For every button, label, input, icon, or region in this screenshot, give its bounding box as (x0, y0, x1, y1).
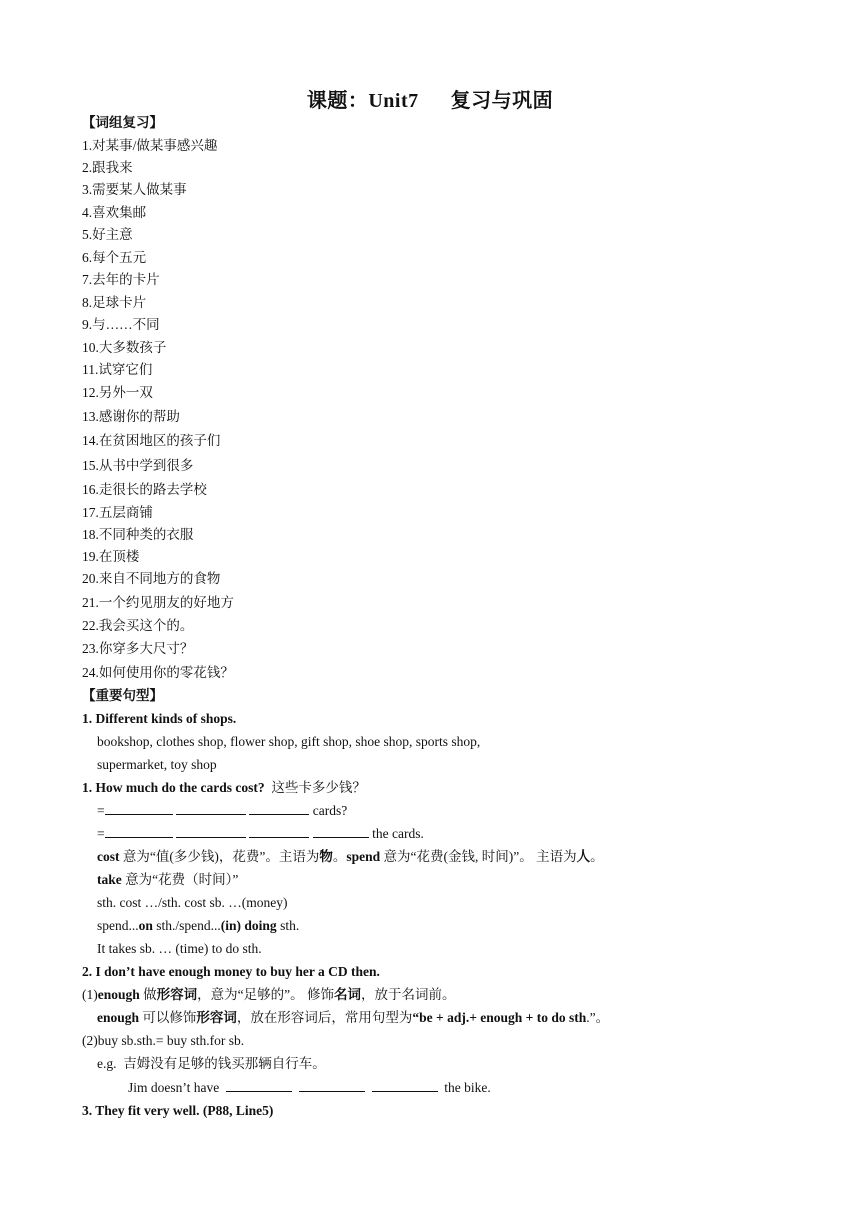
phrase-item: 5.好主意 (82, 227, 133, 242)
answer-blank[interactable] (249, 802, 309, 815)
answer-blank[interactable] (299, 1079, 365, 1092)
phrase-item: 9.与……不同 (82, 317, 160, 332)
answer-blank[interactable] (313, 825, 369, 838)
phrase-item: 16.走很长的路去学校 (82, 482, 207, 497)
keyword-enough: enough (97, 987, 140, 1002)
pattern-spend (97, 917, 299, 935)
rewrite-line-2: = the cards. (97, 826, 424, 841)
note-text: 。 (590, 849, 604, 864)
phrase-item: 4.喜欢集邮 (82, 205, 147, 220)
phrase-item: 15.从书中学到很多 (82, 458, 194, 473)
keyword-adjective: 形容词 (196, 1010, 237, 1025)
sentence-2-title: 1. How much do the cards cost? (82, 780, 265, 795)
answer-blank[interactable] (372, 1079, 438, 1092)
keyword-person: 人 (576, 849, 591, 864)
phrase-item: 19.在顶楼 (82, 549, 140, 564)
note-text: ，意为“足够的”。 修饰 (197, 987, 335, 1002)
phrase-item: 1.对某事/做某事感兴趣 (82, 138, 218, 153)
phrase-item: 17.五层商铺 (82, 505, 153, 520)
phrase-item: 3.需要某人做某事 (82, 182, 187, 197)
take-note (97, 871, 238, 889)
shop-list-line: bookshop, clothes shop, flower shop, gift shop, shoe shop, sports shop, (97, 734, 481, 749)
shop-list-line: supermarket, toy shop (97, 757, 217, 772)
answer-blank[interactable] (176, 802, 246, 815)
sentence-4-title: 3. They fit very well. (P88, Line5) (82, 1103, 274, 1118)
keyword-noun: 名词 (334, 987, 362, 1002)
note-text: (1) (82, 987, 98, 1002)
note-text: ，放于名词前。 (361, 987, 456, 1002)
keyword-thing: 物 (319, 849, 333, 864)
answer-blank[interactable] (105, 802, 173, 815)
answer-blank[interactable] (226, 1079, 292, 1092)
cost-spend-note (97, 848, 604, 866)
enough-note-1 (82, 986, 456, 1004)
example-label: e.g. (97, 1056, 117, 1071)
buy-pattern: (2)buy sb.sth.= buy sth.for sb. (82, 1033, 245, 1048)
phrase-item: 8.足球卡片 (82, 295, 147, 310)
phrase-item: 24.如何使用你的零花钱？ (82, 665, 234, 680)
note-text: 意为“花费(金钱, 时间)”。 主语为 (380, 849, 577, 864)
title-topic: 复习与巩固 (450, 90, 554, 112)
keyword-in-doing: (in) doing (220, 918, 277, 933)
note-text: 。 (332, 849, 347, 864)
note-text: .”。 (586, 1010, 610, 1025)
key-sentences-heading: 【重要句型】 (82, 688, 163, 703)
phrase-item: 2.跟我来 (82, 160, 133, 175)
sentence-1-title: 1. Different kinds of shops. (82, 711, 237, 726)
phrase-item: 10.大多数孩子 (82, 340, 167, 355)
phrase-item: 18.不同种类的衣服 (82, 527, 194, 542)
enough-pattern: “be + adj.+ enough + to do sth (412, 1010, 587, 1025)
keyword-enough: enough (97, 1010, 140, 1025)
phrase-item: 12.另外一双 (82, 385, 153, 400)
rewrite-1-suffix: cards? (312, 803, 348, 818)
enough-note-2 (97, 1009, 609, 1027)
phrase-item: 11.试穿它们 (82, 362, 153, 377)
keyword-take: take (97, 872, 122, 887)
keyword-cost: cost (97, 849, 120, 864)
note-text: sth. (276, 918, 300, 933)
answer-blank[interactable] (249, 825, 309, 838)
note-text: spend... (97, 918, 139, 933)
phrase-item: 14.在贫困地区的孩子们 (82, 433, 221, 448)
title-prefix: 课题： (306, 90, 369, 112)
page-title (0, 84, 860, 113)
phrase-item: 6.每个五元 (82, 250, 147, 265)
keyword-spend: spend (346, 849, 381, 864)
phrase-item: 7.去年的卡片 (82, 272, 160, 287)
phrase-item: 20.来自不同地方的食物 (82, 571, 221, 586)
note-text: 意为“花费（时间）” (121, 872, 239, 887)
answer-blank[interactable] (105, 825, 173, 838)
sentence-3-title: 2. I don’t have enough money to buy her a CD then. (82, 964, 380, 979)
example-suffix: the bike. (444, 1080, 491, 1095)
rewrite-2-suffix: the cards. (372, 826, 424, 841)
answer-blank[interactable] (176, 825, 246, 838)
example-cn (97, 1055, 326, 1073)
sentence-2-translation: 这些卡多少钱？ (271, 780, 366, 795)
phrase-item: 22.我会买这个的。 (82, 618, 194, 633)
note-text: 可以修饰 (139, 1010, 197, 1025)
example-translation: 吉姆没有足够的钱买那辆自行车。 (123, 1056, 326, 1071)
pattern-cost: sth. cost …/sth. cost sb. …(money) (97, 895, 288, 910)
phrase-review-heading: 【词组复习】 (82, 115, 163, 130)
sentence-2-row (82, 779, 366, 797)
note-text: ，放在形容词后，常用句型为 (236, 1010, 413, 1025)
phrase-item: 13.感谢你的帮助 (82, 409, 180, 424)
rewrite-line-1: = cards? (97, 803, 348, 818)
note-text: 做 (139, 987, 157, 1002)
note-text: 意为“值(多少钱)，花费”。主语为 (119, 849, 320, 864)
example-en (128, 1079, 491, 1097)
keyword-adjective: 形容词 (156, 987, 198, 1002)
note-text: sth./spend... (152, 918, 221, 933)
phrase-item: 21.一个约见朋友的好地方 (82, 595, 234, 610)
phrase-item: 23.你穿多大尺寸？ (82, 641, 194, 656)
title-unit: Unit7 (368, 90, 419, 112)
pattern-take: It takes sb. … (time) to do sth. (97, 941, 262, 956)
keyword-on: on (138, 918, 153, 933)
example-prefix: Jim doesn’t have (128, 1080, 220, 1095)
